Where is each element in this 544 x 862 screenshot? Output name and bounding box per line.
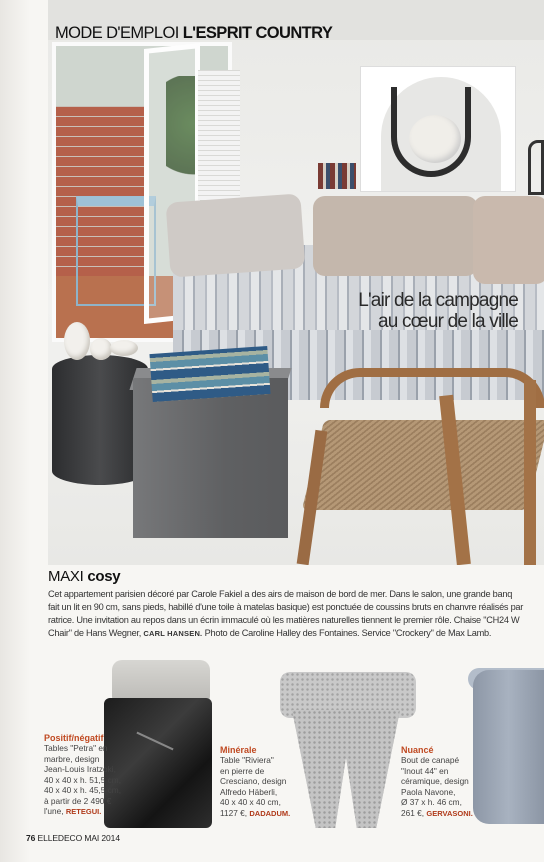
product-line: 40 x 40 x h. 45,5 cm, (44, 785, 122, 795)
issue-date: MAI 2014 (84, 833, 120, 843)
product-caption-inout (401, 745, 477, 819)
section-title: L'ESPRIT COUNTRY (182, 24, 333, 42)
product-line: Paola Navone, (401, 786, 456, 797)
product-brand: RETEGUI. (65, 807, 102, 816)
photo-headline-line2: au cœur de la ville (377, 311, 518, 332)
wishbone-chair-leg (524, 380, 536, 565)
product-line: "Inout 44" en (401, 765, 449, 776)
riviera-table-base (292, 710, 400, 828)
page-gutter (0, 0, 30, 862)
wishbone-chair-back (320, 368, 544, 408)
product-line: Ø 37 x h. 46 cm, (401, 797, 462, 807)
caption-line (48, 627, 544, 640)
concrete-cube-table (133, 378, 288, 538)
photo-headline-line1: L'air de la campagne (358, 290, 518, 311)
page-number: 76 (26, 833, 36, 843)
product-line: Tables "Petra" en (44, 743, 108, 753)
product-line-text: 1127 €, (220, 807, 248, 818)
product-name: Minérale (220, 745, 257, 755)
caption-heading-bold: cosy (87, 568, 121, 585)
shelf-books (318, 163, 356, 189)
product-line: Cresciano, design (220, 776, 287, 786)
caption-body (48, 588, 544, 640)
ceramic-tableware (60, 318, 140, 366)
section-masthead (55, 24, 332, 43)
product-line: 40 x 40 x h. 51,5 cm, (44, 774, 122, 785)
product-name: Nuancé (401, 745, 434, 755)
product-description (220, 755, 300, 819)
caption-line: fait un lit en 90 cm, sans pieds, habillé d'une toile à matelas basique) est ponctuée de coussins bruts en chanvre réalisés par (48, 602, 524, 612)
product-line: marbre, design (44, 753, 100, 764)
product-caption-riviera (220, 745, 300, 819)
product-brand: GERVASONI. (426, 808, 473, 818)
magazine-name: ELLEDECO (37, 833, 83, 843)
wall-lamp (528, 140, 544, 195)
section-label: MODE D'EMPLOI (55, 24, 179, 42)
linen-cushion (166, 193, 306, 277)
product-line: Bout de canapé (401, 755, 460, 765)
page-footer (26, 833, 120, 843)
product-line (401, 808, 477, 820)
product-line: Jean-Louis Iratzoki, (44, 764, 116, 774)
product-line: à partir de 2 490 € (44, 795, 112, 806)
product-line: 40 x 40 x 40 cm, (220, 797, 281, 807)
caption-brand: CARL HANSEN. (143, 629, 203, 638)
caption-line: ratrice. Une invitation au repos dans un écrin immaculé où les matières naturelles tiennent le premier rôle. Chaise "CH24 W (48, 615, 520, 625)
caption-heading (48, 568, 120, 585)
product-line: Alfredo Häberli, (220, 786, 278, 797)
product-description (44, 743, 124, 818)
product-description (401, 755, 477, 819)
caption-line: Cet appartement parisien décoré par Carole Fakiel a des airs de maison de bord de mer. Dans le salon, une grande banq (48, 589, 513, 599)
photo-headline (248, 290, 518, 332)
hemp-cushion-right (473, 196, 544, 284)
living-room-photo (48, 0, 544, 565)
product-brand: DADADUM. (249, 808, 291, 818)
caption-heading-light: MAXI (48, 568, 84, 585)
caption-text: Photo de Caroline Halley des Fontaines. Service "Crockery" de Max Lamb. (204, 628, 492, 638)
caption-text: Chair" de Hans Wegner, (48, 628, 142, 638)
product-line: en pierre de (220, 765, 265, 776)
product-line: céramique, design (401, 776, 469, 786)
product-line (44, 806, 124, 818)
hemp-cushion (313, 196, 478, 276)
wall-artwork (360, 66, 516, 192)
product-caption-petra (44, 733, 124, 818)
product-line: Table "Riviera" (220, 755, 274, 765)
product-line-text: l'une, (44, 806, 64, 816)
product-line-text: 261 €, (401, 807, 425, 818)
product-line (220, 808, 300, 820)
window-shutter (198, 70, 240, 200)
inout-stool (473, 670, 544, 824)
book-stack (149, 346, 270, 402)
artwork-stone (409, 115, 461, 163)
wishbone-chair-seat (302, 420, 544, 510)
product-name: Positif/négatif (44, 733, 104, 743)
